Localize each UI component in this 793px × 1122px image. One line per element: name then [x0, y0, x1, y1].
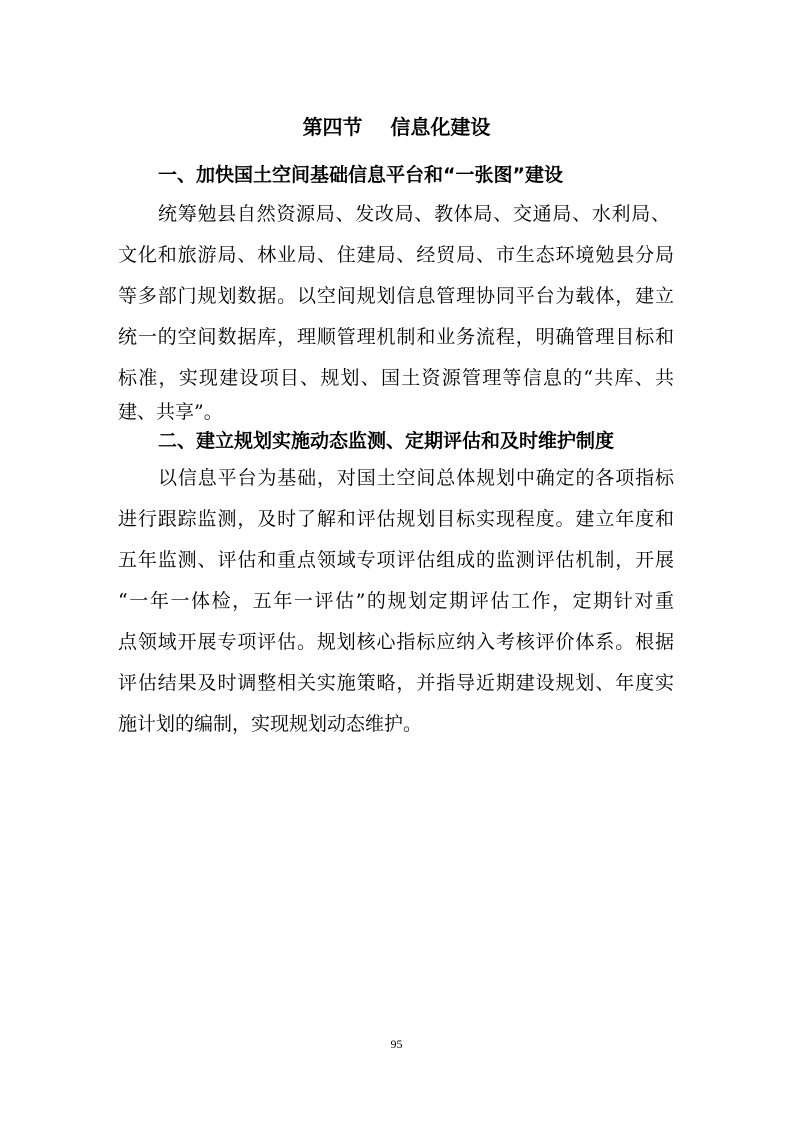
paragraph-line: 统筹勉县自然资源局、发改局、教体局、交通局、水利局、	[158, 203, 670, 225]
paragraph-line: 等多部门规划数据。以空间规划信息管理协同平台为载体，建立	[118, 285, 674, 307]
paragraph-line: 建、共享”。	[118, 401, 223, 423]
paragraph-line: 进行跟踪监测，及时了解和评估规划目标实现程度。建立年度和	[118, 508, 674, 530]
paragraph-line: 施计划的编制，实现规划动态维护。	[118, 713, 423, 735]
heading-platform: 一、加快国土空间基础信息平台和“一张图”建设	[158, 164, 563, 186]
paragraph-line: 标准，实现建设项目、规划、国土资源管理等信息的“共库、共	[118, 367, 674, 389]
paragraph-line: 评估结果及时调整相关实施策略，并指导近期建设规划、年度实	[118, 672, 674, 694]
paragraph-line: 五年监测、评估和重点领域专项评估组成的监测评估机制，开展	[118, 549, 674, 571]
paragraph-line: “一年一体检，五年一评估”的规划定期评估工作，定期针对重	[118, 590, 674, 612]
heading-monitoring: 二、建立规划实施动态监测、定期评估和及时维护制度	[158, 430, 615, 452]
paragraph-line: 点领域开展专项评估。规划核心指标应纳入考核评价体系。根据	[118, 631, 674, 653]
page-number: 95	[390, 1037, 403, 1051]
paragraph-line: 以信息平台为基础，对国土空间总体规划中确定的各项指标	[158, 467, 674, 489]
section-title: 第四节 信息化建设	[302, 115, 491, 139]
paragraph-line: 统一的空间数据库，理顺管理机制和业务流程，明确管理目标和	[118, 326, 674, 348]
paragraph-line: 文化和旅游局、林业局、住建局、经贸局、市生态环境勉县分局	[118, 244, 674, 266]
